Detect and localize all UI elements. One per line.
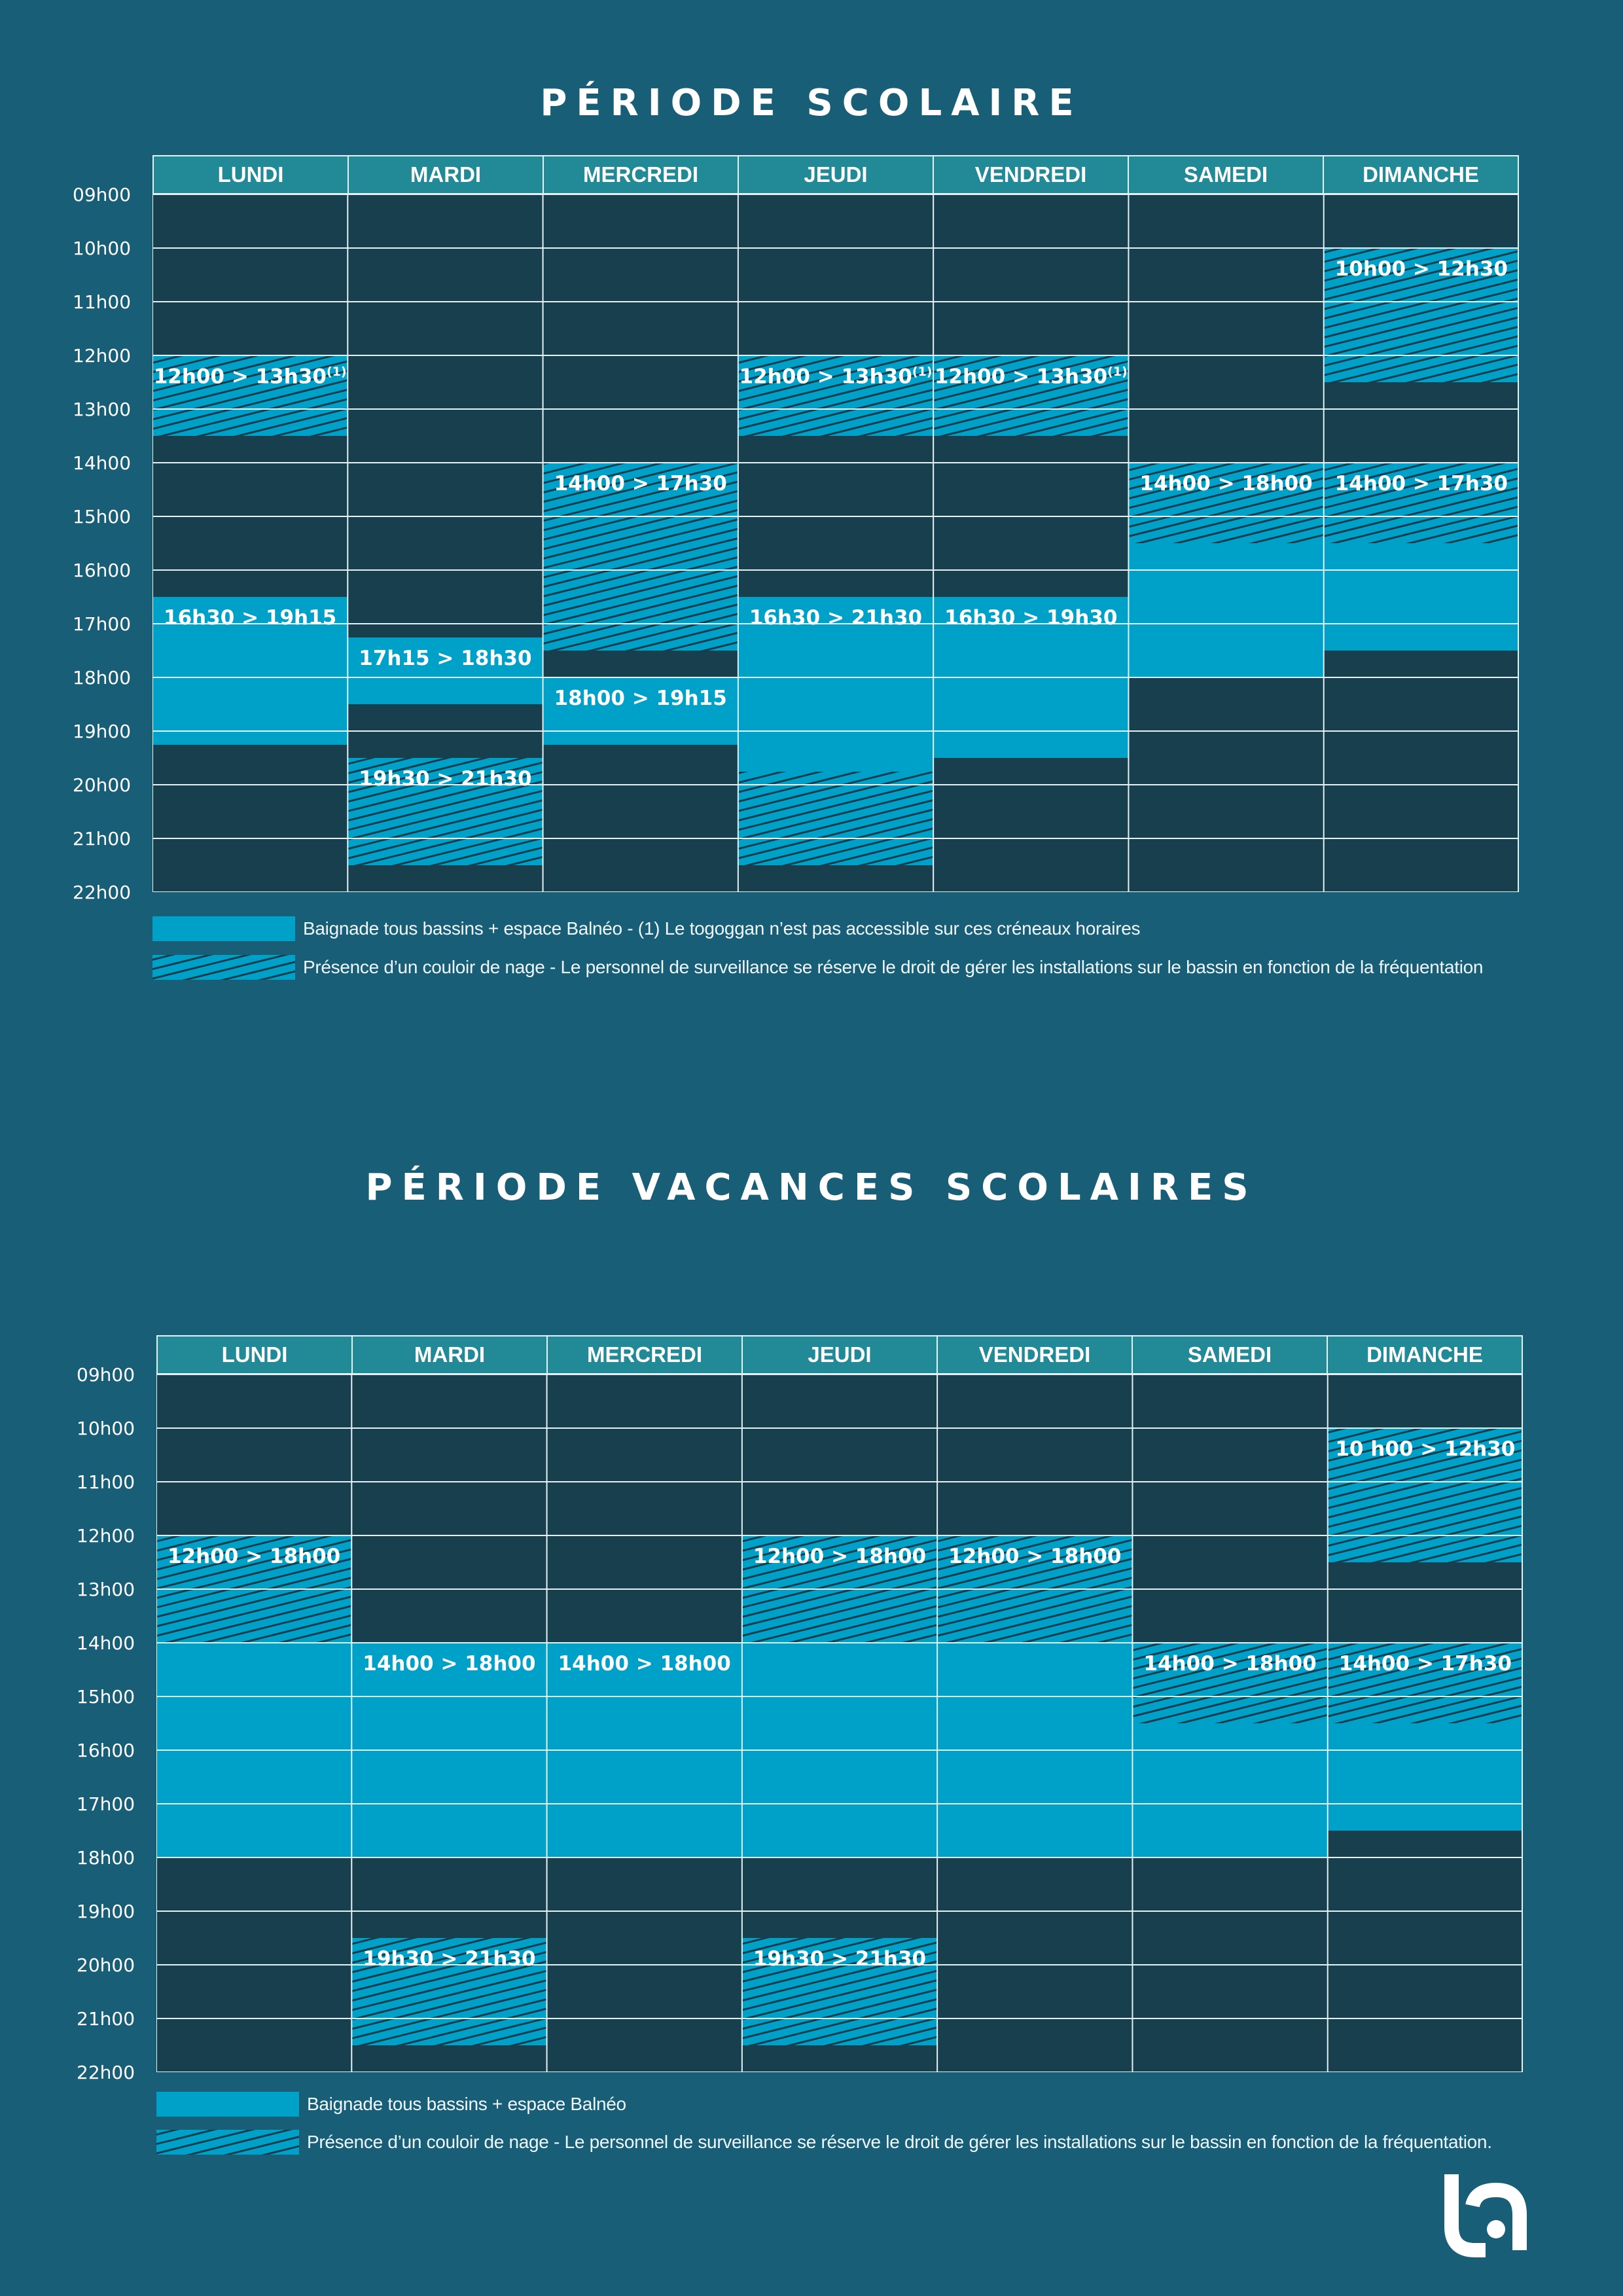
- day-header-vendredi: VENDREDI: [938, 1336, 1133, 1373]
- time-label: 09h00: [73, 184, 132, 206]
- slot-time-label: [1132, 1652, 1327, 1676]
- day-header-samedi: SAMEDI: [1129, 156, 1324, 193]
- time-label: 19h00: [73, 721, 132, 742]
- slot-time-label: [742, 1545, 937, 1568]
- time-label: 21h00: [77, 2008, 135, 2030]
- time-label: 20h00: [77, 1954, 135, 1976]
- slot-time-label: [937, 1545, 1132, 1568]
- legend-swatch-striped: [152, 955, 295, 980]
- day-header-lundi: LUNDI: [154, 156, 349, 193]
- day-header-mercredi: MERCREDI: [548, 1336, 743, 1373]
- slot-time-label: [156, 1545, 351, 1568]
- time-label: 15h00: [77, 1686, 135, 1708]
- time-label: 13h00: [73, 399, 132, 420]
- slot-footnote-mark: (1): [1107, 365, 1128, 379]
- legend-text-swim-lane: Présence d’un couloir de nage - Le personnel de surveillance se réserve le droit de gérer les installations sur le bassin en fonction de la fréquentation.: [307, 2132, 1492, 2152]
- time-label: 20h00: [73, 774, 132, 796]
- slot-time-text: 12h00 > 18h00: [948, 1545, 1122, 1568]
- time-label: 22h00: [77, 2062, 135, 2083]
- section-title-holiday-period: PÉRIODE VACANCES SCOLAIRES: [365, 1166, 1258, 1209]
- slot-time-text: 12h00 > 13h30: [934, 365, 1108, 389]
- slot-time-text: 14h00 > 18h00: [1139, 472, 1313, 495]
- time-label: 17h00: [77, 1793, 135, 1815]
- day-header-mardi: MARDI: [353, 1336, 548, 1373]
- slot-time-text: 16h30 > 19h30: [944, 606, 1118, 630]
- slot-time-label: [1328, 1437, 1523, 1461]
- legend-text-swim-lane: Présence d’un couloir de nage - Le personnel de surveillance se réserve le droit de gérer les installations sur le bassin en fonction de la fréquentation: [303, 957, 1484, 977]
- time-label: 13h00: [77, 1579, 135, 1600]
- slot-time-text: 14h00 > 18h00: [363, 1652, 536, 1676]
- time-label: 09h00: [77, 1364, 135, 1386]
- slot-time-label: [348, 767, 543, 791]
- slot-time-text: 10h00 > 12h30: [1334, 257, 1508, 281]
- slot-time-text: 19h30 > 21h30: [359, 767, 532, 791]
- time-label: 14h00: [77, 1632, 135, 1654]
- swim-lane-slot: [738, 772, 933, 866]
- slot-time-label: [1328, 1652, 1523, 1676]
- time-label: 10h00: [77, 1418, 135, 1439]
- legend-swim-lane: [156, 2130, 1492, 2155]
- schedule-school-period: [73, 155, 1519, 903]
- day-header-mardi: MARDI: [349, 156, 544, 193]
- time-label: 11h00: [73, 291, 132, 313]
- legend-text-open-swim: Baignade tous bassins + espace Balnéo: [307, 2094, 626, 2114]
- day-header-row: [152, 155, 1519, 194]
- slot-time-label: [738, 365, 933, 388]
- slot-time-text: 14h00 > 18h00: [558, 1652, 731, 1676]
- slot-time-text: 16h30 > 21h30: [749, 606, 923, 630]
- slot-time-label: [933, 365, 1128, 388]
- slot-time-label: [1128, 472, 1323, 495]
- day-header-row: [156, 1335, 1523, 1374]
- pool-logo-icon: [1440, 2166, 1531, 2258]
- legend-open-swim: [152, 916, 1140, 941]
- day-header-mercredi: MERCREDI: [544, 156, 739, 193]
- slot-time-label: [543, 687, 738, 710]
- day-header-jeudi: JEUDI: [739, 156, 934, 193]
- time-label: 12h00: [77, 1525, 135, 1547]
- slot-time-label: [152, 365, 348, 388]
- slot-footnote-mark: (1): [326, 365, 347, 379]
- legend-open-swim: [156, 2092, 626, 2117]
- slot-time-text: 14h00 > 17h30: [1334, 472, 1508, 495]
- time-label: 10h00: [73, 238, 132, 259]
- slot-time-text: 12h00 > 13h30: [153, 365, 327, 389]
- slot-time-label: [351, 1947, 546, 1971]
- slot-time-text: 18h00 > 19h15: [554, 687, 727, 710]
- slot-time-text: 14h00 > 18h00: [1143, 1652, 1317, 1676]
- slot-time-label: [543, 472, 738, 495]
- time-label: 16h00: [73, 560, 132, 581]
- slot-time-label: [1324, 257, 1519, 281]
- slot-time-text: 19h30 > 21h30: [753, 1947, 927, 1971]
- legend-swatch-solid: [156, 2092, 299, 2117]
- slot-time-label: [738, 606, 933, 630]
- schedule-holiday-period: [77, 1335, 1523, 2083]
- slot-time-label: [348, 647, 543, 670]
- time-label: 17h00: [73, 613, 132, 635]
- time-label: 18h00: [77, 1847, 135, 1869]
- slot-time-text: 14h00 > 17h30: [1338, 1652, 1512, 1676]
- slot-time-text: 19h30 > 21h30: [363, 1947, 536, 1971]
- time-label: 21h00: [73, 828, 132, 850]
- time-label: 14h00: [73, 452, 132, 474]
- time-label: 15h00: [73, 506, 132, 528]
- legend-swatch-solid: [152, 916, 295, 941]
- slot-time-text: 17h15 > 18h30: [359, 646, 532, 670]
- day-header-samedi: SAMEDI: [1133, 1336, 1328, 1373]
- time-label: 12h00: [73, 345, 132, 367]
- slot-time-text: 14h00 > 17h30: [554, 472, 727, 495]
- legend-text-open-swim: Baignade tous bassins + espace Balnéo - (1) Le togoggan n’est pas accessible sur ces créneaux horaires: [303, 918, 1141, 939]
- slot-time-label: [742, 1947, 937, 1971]
- slot-time-label: [351, 1652, 546, 1676]
- time-label: 18h00: [73, 667, 132, 689]
- day-header-jeudi: JEUDI: [743, 1336, 938, 1373]
- legend-swim-lane: [152, 955, 1483, 980]
- slot-time-label: [1324, 472, 1519, 495]
- day-header-dimanche: DIMANCHE: [1366, 1342, 1483, 1367]
- slot-time-text: 16h30 > 19h15: [164, 606, 337, 630]
- day-header-dimanche: DIMANCHE: [1363, 162, 1479, 187]
- time-label: 22h00: [73, 882, 132, 903]
- slot-time-label: [547, 1652, 742, 1676]
- slot-footnote-mark: (1): [912, 365, 933, 379]
- legend-swatch-striped: [156, 2130, 299, 2155]
- section-title-school-period: PÉRIODE SCOLAIRE: [540, 82, 1083, 124]
- slot-time-label: [152, 606, 348, 630]
- time-label: 11h00: [77, 1471, 135, 1493]
- time-label: 19h00: [77, 1901, 135, 1922]
- day-header-lundi: LUNDI: [158, 1336, 353, 1373]
- slot-time-text: 12h00 > 18h00: [168, 1545, 341, 1568]
- day-header-vendredi: VENDREDI: [934, 156, 1129, 193]
- slot-time-text: 10 h00 > 12h30: [1335, 1437, 1516, 1461]
- slot-time-label: [933, 606, 1128, 630]
- time-label: 16h00: [77, 1740, 135, 1761]
- slot-time-text: 12h00 > 13h30: [739, 365, 912, 389]
- slot-time-text: 12h00 > 18h00: [753, 1545, 927, 1568]
